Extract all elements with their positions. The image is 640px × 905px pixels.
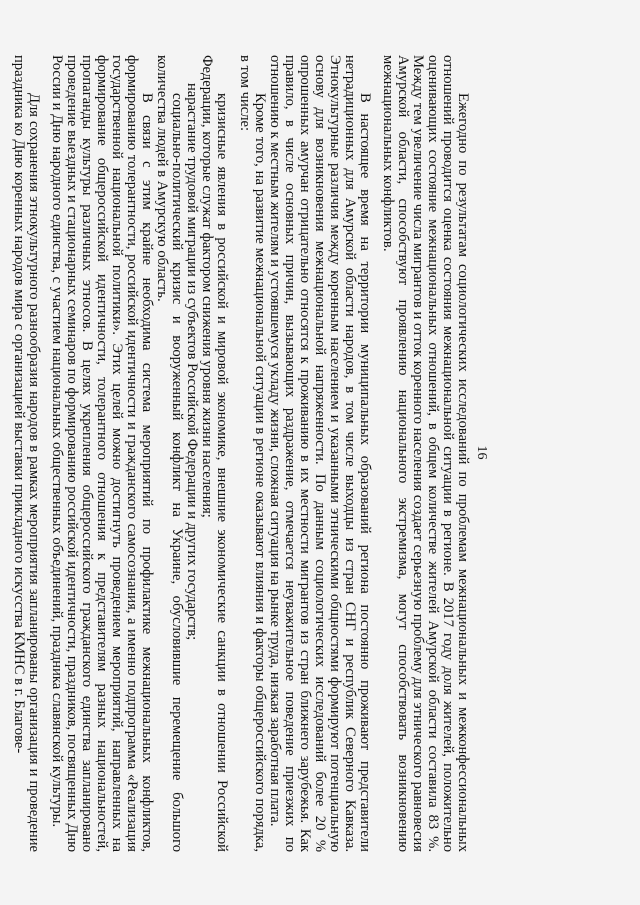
- paragraph: Для сохранения этнокультурного разнообразия народов в рамках мероприятия запланированы организация и проведение праздника ко Дню коренных народов мира с организацией выставки прикладного искусства КМНС в г. Благове-: [11, 55, 42, 852]
- page-number: 16: [474, 445, 489, 460]
- paragraph: В настоящее время на территории муниципальных образований региона постоянно проживают представители нетрадиционных для Амурской области народов, в том числе выходцы из стран СНГ и республик Северного Кавказа. Этнокультурные различия между коренным населением и указанными этническими общностями формируют потенциальную основу для возникновения межнациональной напряженности. По данным социологических исследований более 20 % опрошенных амурчан отрицательно относятся к проживанию в их местности мигрантов из стран ближнего зарубежья. Как правило, в числе основных причин, вызывающих раздражение, отмечается неуважительное поведение приезжих по отношению к местным жителям и устоявшемуся укладу жизни, сложная ситуация на рынке труда, низкая заработная плата.: [267, 55, 373, 852]
- paragraph: Ежегодно по результатам социологических исследований по проблемам межнациональных и межконфессиональных отношений проводится оценка состояния межнациональной ситуации в регионе. В 2017 году доля жителей, положительно оценивающих состояние межнациональных отношений, в общем количестве жителей Амурской области составила 83 %. Между тем увеличение числа мигрантов и отток коренного населения создает серьезную проблему для этнического равновесия Амурской области, способствуют проявлению национального экстремизма, могут способствовать возникновению межнациональных конфликтов.: [380, 55, 471, 852]
- paragraph: В связи с этим крайне необходима система мероприятий по профилактике межнациональных конфликтов, формированию толерантности, российской идентичности и гражданского самосознания, а именно подпрограмма «Реализация государственной национальной политики». Этих целей можно достигнуть проведением мероприятий, направленных на формирование общероссийской идентичности, толерантного отношения к представителям разных национальностей, пропаганды культуры различных этносов. В целях укрепления общероссийского гражданского единства запланировано проведение выездных и стационарных семинаров по формированию российской идентичности, праздников, посвященных Дню России и Дню народного единства, с участием национальных общественных объединений, праздника славянской культуры.: [49, 55, 155, 852]
- document-body: [11, 55, 470, 852]
- list-item: кризисные явления в российской и мировой экономике, внешние экономические санкции в отношении Российской Федерации, которые служат фактором снижения уровня жизни населения;: [199, 55, 230, 852]
- paragraph: Кроме того, на развитие межнациональной ситуации в регионе оказывают влияния и факторы общероссийского порядка, в том числе:: [237, 55, 268, 852]
- list-item: социально-политический кризис и вооруженный конфликт на Украине, обусловившие перемещение большого количества людей в Амурскую область.: [154, 55, 185, 852]
- list-item: нарастание трудовой миграции из субъектов Российской Федерации и других государств;: [184, 83, 200, 641]
